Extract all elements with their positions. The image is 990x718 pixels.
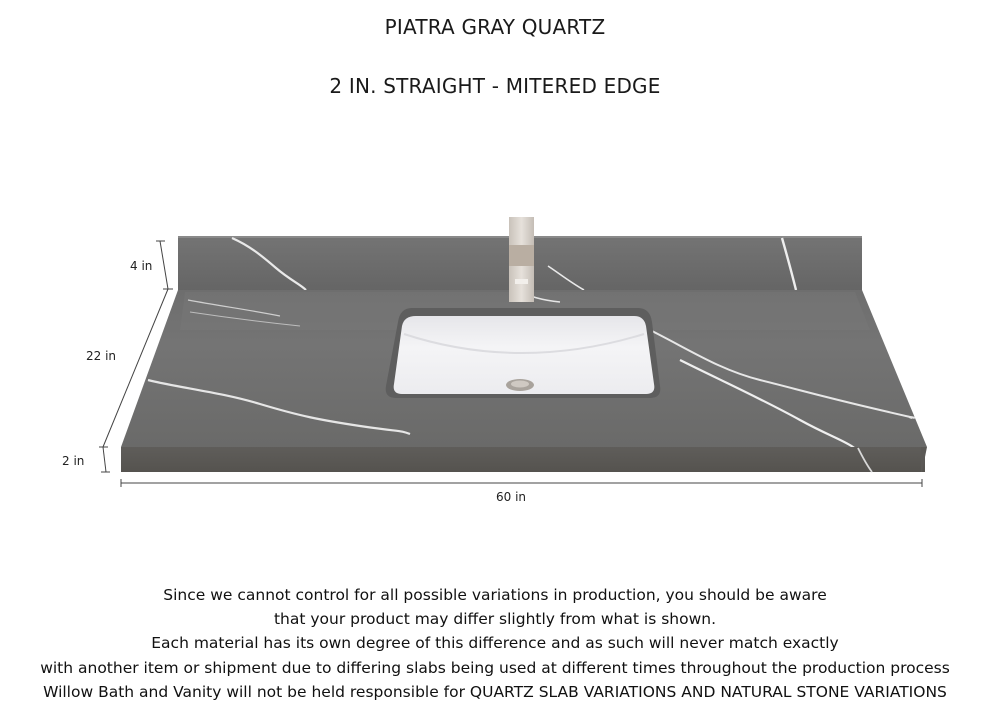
edge-thickness-label: 2 in <box>62 454 85 468</box>
variation-disclaimer <box>0 583 990 704</box>
undermount-sink <box>386 308 661 398</box>
product-title: PIATRA GRAY QUARTZ <box>384 15 606 39</box>
disclaimer-line: Willow Bath and Vanity will not be held responsible for QUARTZ SLAB VARIATIONS AND NATURAL STONE VARIATIONS <box>43 682 947 701</box>
backsplash-height-label: 4 in <box>130 259 153 273</box>
width-label: 60 in <box>496 490 527 504</box>
disclaimer-line: Since we cannot control for all possible variations in production, you should be aware <box>163 586 827 604</box>
depth-label: 22 in <box>86 349 117 363</box>
countertop-front-edge <box>121 447 927 472</box>
disclaimer-line: with another item or shipment due to differing slabs being used at different times throughout the production process <box>40 658 950 677</box>
disclaimer-line: Each material has its own degree of this difference and as such will never match exactly <box>151 634 839 653</box>
disclaimer-line: that your product may differ slightly from what is shown. <box>273 610 717 629</box>
faucet <box>509 217 534 302</box>
edge-style-subtitle: 2 IN. STRAIGHT - MITERED EDGE <box>329 74 661 98</box>
